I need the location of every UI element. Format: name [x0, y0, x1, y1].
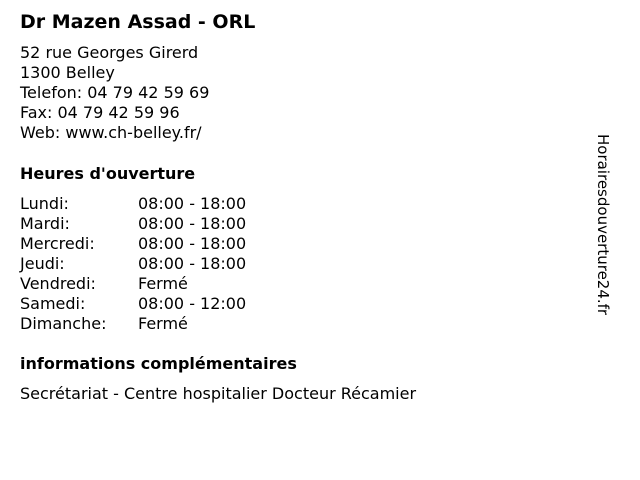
page-title: Dr Mazen Assad - ORL: [20, 11, 256, 33]
address-block: [20, 43, 209, 143]
day-label: Lundi:: [20, 194, 69, 213]
time-value: Fermé: [138, 314, 188, 333]
day-label: Dimanche:: [20, 314, 107, 333]
city-address: 1300 Belley: [20, 63, 115, 82]
day-label: Mercredi:: [20, 234, 95, 253]
time-value: 08:00 - 18:00: [138, 194, 247, 213]
street-address: 52 rue Georges Girerd: [20, 43, 199, 62]
day-label: Jeudi:: [20, 254, 65, 273]
watermark: Horairesdouverture24.fr: [594, 134, 612, 316]
phone-number: Telefon: 04 79 42 59 69: [20, 83, 210, 102]
time-value: Fermé: [138, 274, 188, 293]
time-value: 08:00 - 18:00: [138, 214, 247, 233]
day-label: Samedi:: [20, 294, 86, 313]
time-value: 08:00 - 12:00: [138, 294, 247, 313]
hours-heading: Heures d'ouverture: [20, 164, 196, 183]
day-label: Mardi:: [20, 214, 70, 233]
time-value: 08:00 - 18:00: [138, 234, 247, 253]
info-text: Secrétariat - Centre hospitalier Docteur Récamier: [20, 384, 417, 403]
fax-number: Fax: 04 79 42 59 96: [20, 103, 180, 122]
day-label: Vendredi:: [20, 274, 96, 293]
info-heading: informations complémentaires: [20, 354, 297, 373]
website-link[interactable]: Web: www.ch-belley.fr/: [20, 123, 202, 142]
time-value: 08:00 - 18:00: [138, 254, 247, 273]
